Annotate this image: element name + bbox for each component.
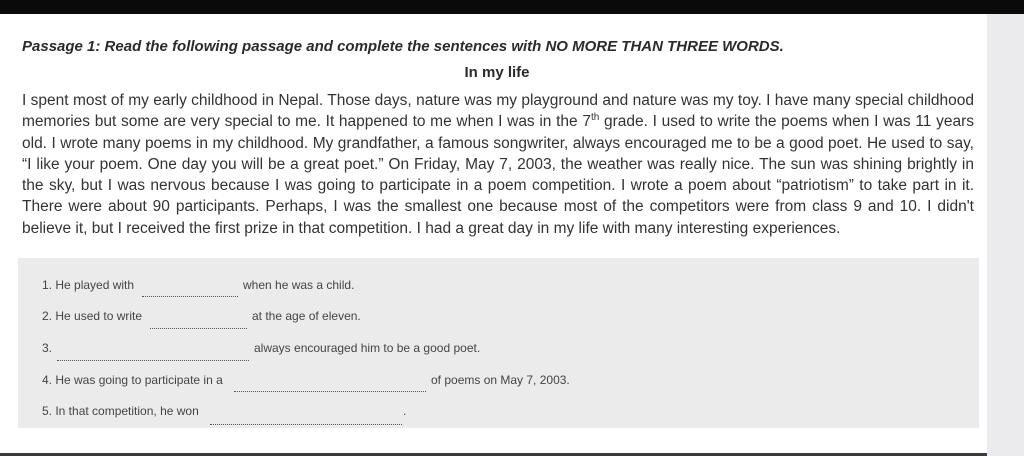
question-2-blank[interactable] (150, 328, 247, 329)
question-4-end: of poems on May 7, 2003. (431, 373, 570, 387)
question-1-end: when he was a child. (243, 278, 355, 292)
question-5-blank[interactable] (210, 424, 402, 425)
passage-text (22, 90, 974, 239)
passage-superscript: th (590, 112, 600, 124)
question-5-end: . (403, 404, 407, 418)
question-4-blank[interactable] (234, 391, 426, 392)
question-2-end: at the age of eleven. (252, 309, 361, 323)
question-3-blank[interactable] (57, 360, 249, 361)
question-5-start: 5. In that competition, he won (42, 404, 199, 418)
question-4-start: 4. He was going to participate in a (42, 373, 223, 387)
question-1-start: 1. He played with (42, 278, 135, 292)
question-3-end: always encouraged him to be a good poet. (254, 341, 481, 355)
question-3-start: 3. (42, 341, 53, 355)
exercise-box (18, 258, 979, 428)
passage-text-part-1: I spent most of my early childhood in Nepal. Those days, nature was my playground and nature was my toy. I have many special childhood memories but some are very special to me. It happened to me when I was in the 7 (22, 92, 974, 131)
instruction-heading: Passage 1: Read the following passage and complete the sentences with NO MORE THAN THREE WORDS. (22, 38, 784, 55)
question-1-blank[interactable] (142, 296, 238, 297)
passage-text-part-2: grade. I used to write the poems when I was 11 years old. I wrote many poems in my childhood. My grandfather, a famous songwriter, always encouraged me to be a good poet. He used to say, “I like your poem. One day you will be a great poet.” On Friday, May 7, 2003, the weather was really nice. The sun was shining brightly in the sky, but I was nervous because I was going to participate in a poem competition. I wrote a poem about “patriotism” to take part in it. There were about 90 participants. Perhaps, I was the smallest one because most of the competitors were from class 9 and 10. I didn't believe it, but I received the first prize in that competition. I had a great day in my life with many interesting experiences. (22, 113, 974, 237)
question-2-start: 2. He used to write (42, 309, 143, 323)
top-bar (0, 0, 1024, 14)
passage-title: In my life (464, 64, 530, 81)
